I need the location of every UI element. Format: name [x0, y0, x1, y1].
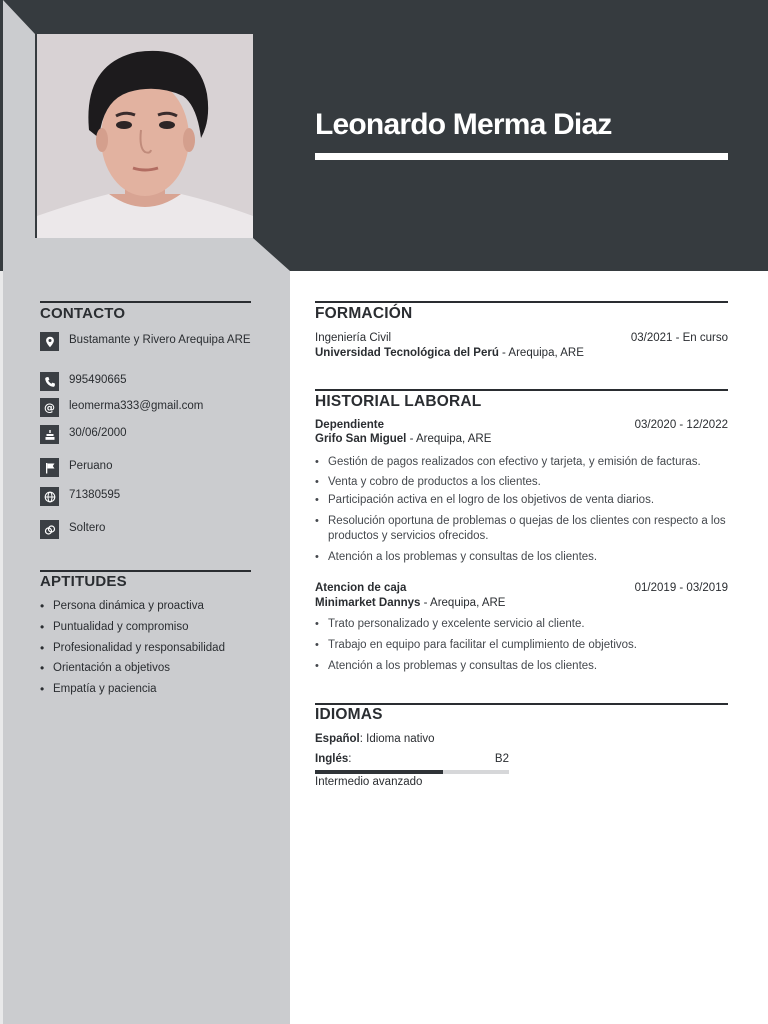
- skills-divider: [40, 570, 251, 572]
- list-item: • Puntualidad y compromiso: [40, 619, 189, 634]
- globe-icon: [40, 487, 59, 506]
- education-divider: [315, 301, 728, 303]
- list-item: • Trabajo en equipo para facilitar el cumplimiento de objetivos.: [315, 639, 637, 651]
- list-item: • Participación activa en el logro de los objetivos de venta diarios.: [315, 493, 655, 506]
- job-1-bullets: [315, 455, 728, 565]
- contact-marital-status: [40, 520, 255, 539]
- contact-phone: [40, 372, 255, 391]
- job-1-header: [315, 418, 728, 433]
- education-degree: Ingeniería Civil: [315, 332, 392, 344]
- contact-divider: [40, 301, 251, 303]
- job-1-dates: 03/2020 - 12/2022: [634, 419, 728, 431]
- address-text: Bustamante y Rivero Arequipa ARE: [69, 334, 251, 346]
- birthday-cake-icon: [40, 425, 59, 444]
- skills-list: [40, 598, 225, 702]
- job-1-company: Grifo San Miguel: [315, 433, 407, 445]
- language-second-level-text: Intermedio avanzado: [315, 776, 423, 788]
- education-dates: 03/2021 - En curso: [630, 332, 728, 344]
- language-second-name: Inglés:: [315, 753, 352, 765]
- contact-document-id: [40, 487, 255, 506]
- language-native-value: : Idioma nativo: [359, 733, 435, 745]
- language-second-level: B2: [494, 753, 509, 765]
- marital-status-text: Soltero: [69, 522, 106, 534]
- nationality-text: Peruano: [69, 460, 113, 472]
- flag-icon: [40, 458, 59, 477]
- list-item: • Orientación a objetivos: [40, 661, 170, 676]
- birthdate-text: 30/06/2000: [69, 427, 127, 439]
- job-2-header: [315, 581, 728, 596]
- education-institution: Universidad Tecnológica del Perú: [315, 347, 499, 359]
- contact-nationality: [40, 458, 255, 477]
- list-item: • Trato personalizado y excelente servicio al cliente.: [315, 618, 585, 630]
- list-item: • Atención a los problemas y consultas de los clientes.: [315, 550, 598, 563]
- list-item: • Profesionalidad y responsabilidad: [40, 640, 225, 655]
- job-1-role: Dependiente: [315, 419, 385, 431]
- education-degree-row: [315, 331, 728, 346]
- contact-email: [40, 398, 255, 417]
- contact-heading: CONTACTO: [40, 305, 126, 322]
- job-2-company-row: [315, 596, 728, 611]
- job-2-company: Minimarket Dannys: [315, 597, 421, 609]
- work-divider: [315, 389, 728, 391]
- language-proficiency-fill: [315, 770, 443, 774]
- list-item: • Gestión de pagos realizados con efectivo y tarjeta, y emisión de facturas.: [315, 456, 701, 468]
- list-item: • Resolución oportuna de problemas o quejas de los clientes con respecto a los productos y servicios ofrecidos.: [315, 514, 726, 542]
- phone-text: 995490665: [69, 374, 127, 386]
- language-proficiency-bar: [315, 770, 509, 774]
- skills-heading: APTITUDES: [40, 573, 127, 590]
- phone-icon: [40, 372, 59, 391]
- document-id-text: 71380595: [69, 489, 121, 501]
- education-heading: FORMACIÓN: [315, 305, 413, 322]
- languages-divider: [315, 703, 728, 705]
- portrait-illustration: [37, 34, 253, 238]
- job-2-location: - Arequipa, ARE: [420, 597, 506, 609]
- contact-address: [40, 332, 255, 351]
- language-second-row: [315, 752, 509, 767]
- list-item: • Venta y cobro de productos a los clientes.: [315, 476, 541, 488]
- language-native-row: [315, 732, 728, 747]
- languages-heading: IDIOMAS: [315, 706, 383, 723]
- language-second-description: [315, 775, 728, 790]
- candidate-name: Leonardo Merma Diaz: [315, 108, 612, 141]
- job-2-role: Atencion de caja: [315, 582, 407, 594]
- rings-icon: [40, 520, 59, 539]
- work-heading: HISTORIAL LABORAL: [315, 393, 482, 410]
- education-location: - Arequipa, ARE: [498, 347, 584, 359]
- contact-birthdate: [40, 425, 255, 444]
- at-sign-icon: @: [40, 398, 59, 417]
- job-2-bullets: [315, 617, 728, 674]
- education-institution-row: [315, 346, 728, 361]
- list-item: • Persona dinámica y proactiva: [40, 599, 204, 613]
- email-text: leomerma333@gmail.com: [69, 400, 204, 412]
- list-item: • Atención a los problemas y consultas de los clientes.: [315, 659, 598, 672]
- location-pin-icon: [40, 332, 59, 351]
- job-1-location: - Arequipa, ARE: [406, 433, 492, 445]
- job-2-dates: 01/2019 - 03/2019: [634, 582, 728, 594]
- job-1-company-row: [315, 432, 728, 447]
- list-item: • Empatía y paciencia: [40, 682, 157, 697]
- language-native-label: Español: [315, 733, 360, 745]
- name-underline: [315, 153, 728, 160]
- profile-photo: [37, 34, 253, 238]
